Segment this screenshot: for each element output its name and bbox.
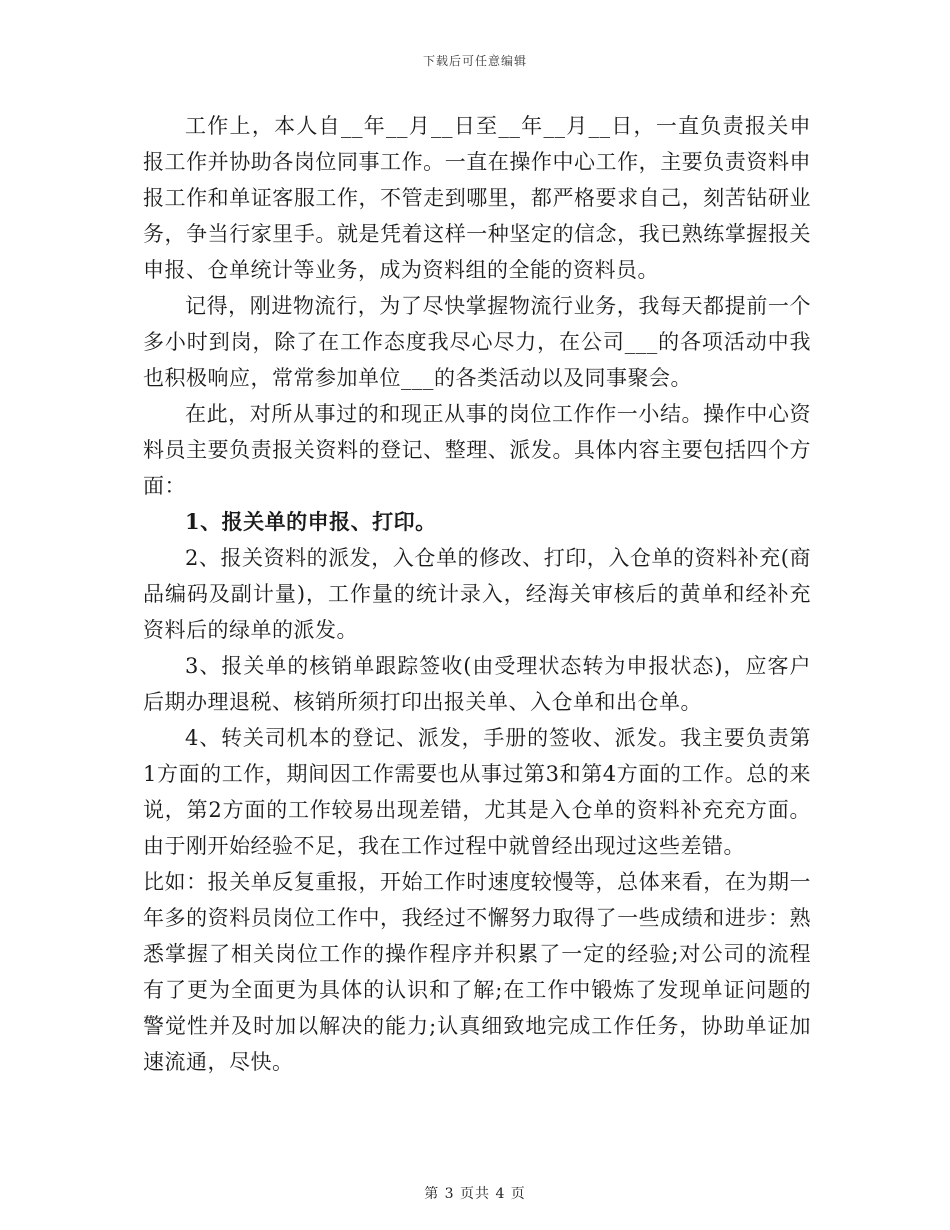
paragraph-work-intro: 工作上，本人自__年__月__日至__年__月__日，一直负责报关申报工作并协助各岗位同事工作。一直在操作中心工作，主要负责资料申报工作和单证客服工作，不管走到哪里，都严格要求自己，刻苦钻研业务，争当行家里手。就是凭着这样一种坚定的信念，我已熟练掌握报关申报、仓单统计等业务，成为资料组的全能的资料员。 [143, 114, 811, 282]
paragraph-item-4: 4、转关司机本的登记、派发，手册的签收、派发。我主要负责第1方面的工作，期间因工作需要也从事过第3和第4方面的工作。总的来说，第2方面的工作较易出现差错，尤其是入仓单的资料补充充方面。由于刚开始经验不足，我在工作过程中就曾经出现过这些差错。 [143, 726, 811, 858]
paragraph-example: 比如：报关单反复重报，开始工作时速度较慢等，总体来看，在为期一年多的资料员岗位工作中，我经过不懈努力取得了一些成绩和进步：熟悉掌握了相关岗位工作的操作程序并积累了一定的经验;对公司的流程有了更为全面更为具体的认识和了解;在工作中锻炼了发现单证问题的警觉性并及时加以解决的能力;认真细致地完成工作任务，协助单证加速流通，尽快。 [143, 870, 811, 1074]
document-body [143, 108, 811, 1080]
header-note: 下载后可任意编辑 [422, 54, 527, 68]
paragraph-summary-intro: 在此，对所从事过的和现正从事的岗位工作作一小结。操作中心资料员主要负责报关资料的登记、整理、派发。具体内容主要包括四个方面： [143, 402, 811, 498]
paragraph-remember: 记得，刚进物流行，为了尽快掌握物流行业务，我每天都提前一个多小时到岗，除了在工作态度我尽心尽力，在公司___的各项活动中我也积极响应，常常参加单位___的各类活动以及同事聚会。 [143, 294, 811, 390]
page-number: 第 3 页共 4 页 [424, 1186, 526, 1202]
paragraph-item-1: 1、报关单的申报、打印。 [185, 509, 437, 534]
paragraph-item-3: 3、报关单的核销单跟踪签收(由受理状态转为申报状态)，应客户后期办理退税、核销所须打印出报关单、入仓单和出仓单。 [143, 654, 811, 714]
paragraph-item-2: 2、报关资料的派发，入仓单的修改、打印，入仓单的资料补充(商品编码及副计量)，工作量的统计录入，经海关审核后的黄单和经补充资料后的绿单的派发。 [143, 546, 811, 642]
